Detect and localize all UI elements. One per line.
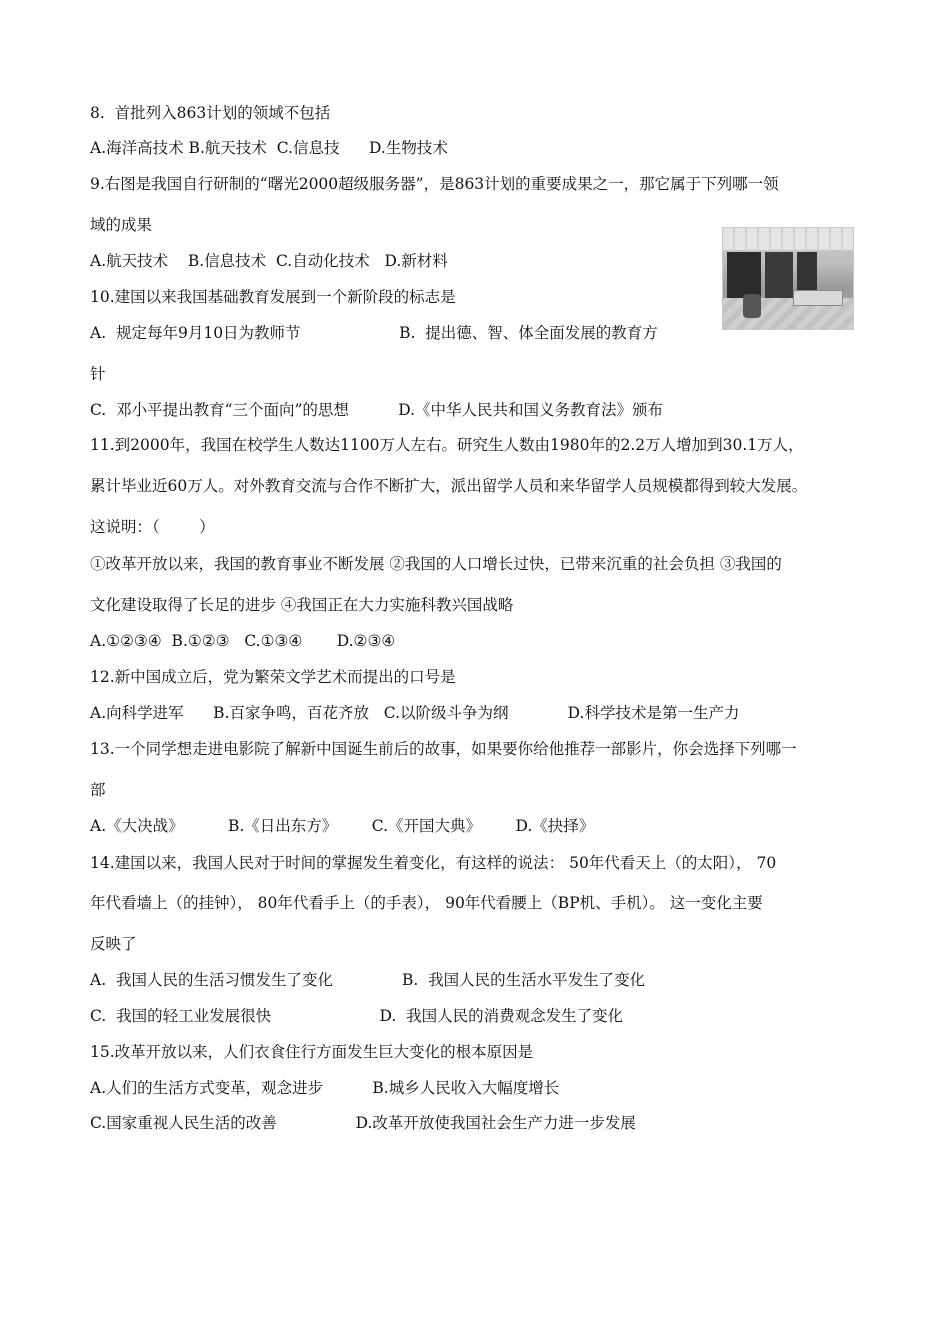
- q14-stem-line2: 年代看墙上（的挂钟）， 80年代看手上（的手表）， 90年代看腰上（BP机、手机）。 这一变化主要: [90, 894, 763, 912]
- q15-options-ab: A.人们的生活方式变革，观念进步 B.城乡人民收入大幅度增长: [90, 1079, 560, 1097]
- q8-options: A.海洋高技术 B.航天技术 C.信息技 D.生物技术: [90, 139, 448, 157]
- q14-stem-line1: 14.建国以来，我国人民对于时间的掌握发生着变化，有这样的说法： 50年代看天上（的太阳）， 70: [90, 854, 777, 872]
- q9-options: A.航天技术 B.信息技术 C.自动化技术 D.新材料: [90, 252, 448, 270]
- q10-stem: 10.建国以来我国基础教育发展到一个新阶段的标志是: [90, 288, 456, 306]
- q12-options: A.向科学进军 B.百家争鸣，百花齐放 C.以阶级斗争为纲 D.科学技术是第一生产力: [90, 704, 740, 722]
- q12-stem: 12.新中国成立后，党为繁荣文学艺术而提出的口号是: [90, 668, 456, 686]
- q10-options-ab-wrap: 针: [90, 365, 106, 383]
- supercomputer-photo: [722, 227, 854, 330]
- q13-stem-line1: 13.一个同学想走进电影院了解新中国诞生前后的故事，如果要你给他推荐一部影片，你会选择下列哪一: [90, 740, 797, 758]
- q14-options-ab: A. 我国人民的生活习惯发生了变化 B. 我国人民的生活水平发生了变化: [90, 971, 646, 989]
- q10-options-cd: C. 邓小平提出教育“三个面向”的思想 D.《中华人民共和国义务教育法》颁布: [90, 401, 664, 419]
- q9-stem-line1: 9.右图是我国自行研制的“曙光2000超级服务器”，是863计划的重要成果之一，那它属于下列哪一领: [90, 175, 779, 193]
- q14-options-cd: C. 我国的轻工业发展很快 D. 我国人民的消费观念发生了变化: [90, 1007, 624, 1025]
- q10-options-ab: A. 规定每年9月10日为教师节 B. 提出德、智、体全面发展的教育方: [90, 324, 658, 342]
- q11-statements-line2: 文化建设取得了长足的进步 ④我国正在大力实施科教兴国战略: [90, 596, 514, 614]
- q13-options: A.《大决战》 B.《日出东方》 C.《开国大典》 D.《抉择》: [90, 817, 595, 835]
- q14-stem-line3: 反映了: [90, 935, 137, 953]
- q11-stem-line3: 这说明：（ ）: [90, 518, 215, 536]
- q11-options: A.①②③④ B.①②③ C.①③④ D.②③④: [90, 632, 396, 650]
- q11-stem-line2: 累计毕业近60万人。对外教育交流与合作不断扩大，派出留学人员和来华留学人员规模都得到较大发展。: [90, 477, 808, 495]
- q9-stem-line2: 域的成果: [90, 216, 153, 234]
- q8-stem: 8. 首批列入863计划的领域不包括: [90, 104, 331, 122]
- q15-options-cd: C.国家重视人民生活的改善 D.改革开放使我国社会生产力进一步发展: [90, 1114, 636, 1132]
- q13-stem-line2: 部: [90, 781, 106, 799]
- q11-stem-line1: 11.到2000年，我国在校学生人数达1100万人左右。研究生人数由1980年的2.2万人增加到30.1万人，: [90, 436, 804, 454]
- q15-stem: 15.改革开放以来，人们衣食住行方面发生巨大变化的根本原因是: [90, 1043, 534, 1061]
- q11-statements-line1: ①改革开放以来，我国的教育事业不断发展 ②我国的人口增长过快，已带来沉重的社会负担 ③我国的: [90, 555, 782, 573]
